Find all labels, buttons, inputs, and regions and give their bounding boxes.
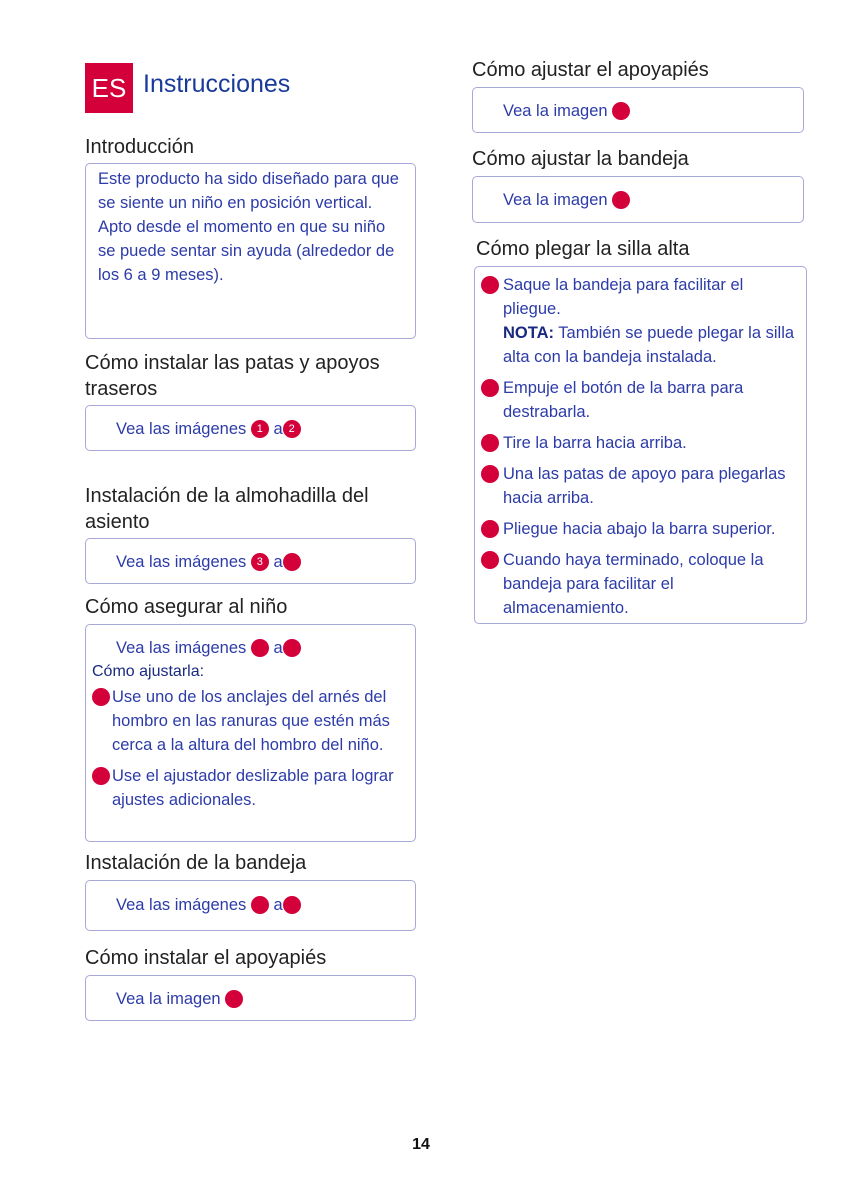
secure-ref-conj: a — [273, 639, 283, 657]
cushion-box — [85, 538, 416, 584]
step-number-icon — [481, 276, 499, 294]
fold-heading: Cómo plegar la silla alta — [476, 238, 690, 260]
list-item — [481, 517, 800, 541]
list-item — [481, 462, 800, 510]
step-number-icon — [283, 639, 301, 657]
list-item — [481, 431, 800, 455]
note-label: NOTA: — [503, 324, 555, 342]
list-item — [92, 685, 409, 757]
note-body: También se puede plegar la silla alta con la bandeja instalada. — [503, 324, 795, 366]
page-title: Instrucciones — [143, 70, 291, 98]
step-number-icon — [92, 688, 110, 706]
tray-install-ref — [116, 893, 415, 917]
secure-ref — [92, 636, 411, 660]
legs-heading: Cómo instalar las patas y apoyos traseros — [85, 352, 380, 400]
footrest-install-ref-text: Vea la imagen — [116, 990, 221, 1008]
tray-install-box — [85, 880, 416, 931]
tray-adjust-ref — [503, 188, 803, 212]
legs-box — [85, 405, 416, 451]
footrest-install-ref — [116, 987, 415, 1011]
cushion-ref — [116, 550, 415, 574]
cushion-ref-text: Vea las imágenes — [116, 553, 247, 571]
step-number-icon: 2 — [283, 420, 301, 438]
footrest-adjust-box — [472, 87, 804, 133]
tray-install-ref-conj: a — [273, 896, 283, 914]
step-number-icon — [612, 191, 630, 209]
cushion-ref-conj: a — [273, 553, 283, 571]
secure-ref-text: Vea las imágenes — [116, 639, 247, 657]
step-number-icon — [481, 434, 499, 452]
legs-ref-conj: a — [273, 420, 283, 438]
list-item — [481, 376, 800, 424]
step-number-icon — [225, 990, 243, 1008]
footrest-adjust-ref — [503, 99, 803, 123]
step-text: Una las patas de apoyo para plegarlas hacia arriba. — [503, 465, 786, 507]
secure-heading: Cómo asegurar al niño — [85, 596, 288, 618]
step-text: Empuje el botón de la barra para destrabarla. — [503, 379, 744, 421]
legs-ref — [116, 417, 415, 441]
step-number-icon — [481, 520, 499, 538]
tray-install-ref-text: Vea las imágenes — [116, 896, 247, 914]
intro-text: Este producto ha sido diseñado para que se siente un niño en posición vertical. Apto desde el momento en que su niño se puede sentar sin ayuda (alrededor de los 6 a 9 meses). — [98, 170, 399, 284]
intro-heading: Introducción — [85, 136, 194, 158]
footrest-adjust-ref-text: Vea la imagen — [503, 102, 608, 120]
step-number-icon — [481, 465, 499, 483]
step-number-icon: 3 — [251, 553, 269, 571]
step-number-icon — [481, 379, 499, 397]
list-item — [481, 273, 800, 369]
footrest-install-box — [85, 975, 416, 1021]
tray-adjust-heading: Cómo ajustar la bandeja — [472, 148, 689, 170]
step-text: Cuando haya terminado, coloque la bandeja para facilitar el almacenamiento. — [503, 551, 764, 617]
footrest-adjust-heading: Cómo ajustar el apoyapiés — [472, 59, 709, 81]
legs-ref-text: Vea las imágenes — [116, 420, 247, 438]
tray-install-heading: Instalación de la bandeja — [85, 852, 307, 874]
adjust-subheading: Cómo ajustarla: — [92, 663, 205, 680]
list-item — [92, 764, 411, 812]
footrest-install-heading: Cómo instalar el apoyapiés — [85, 947, 327, 969]
intro-box — [85, 163, 416, 339]
step-number-icon — [251, 639, 269, 657]
step-text: Tire la barra hacia arriba. — [503, 434, 687, 452]
page-number: 14 — [412, 1136, 430, 1153]
step-text: Use uno de los anclajes del arnés del hombro en las ranuras que estén más cerca a la altura del hombro del niño. — [112, 688, 390, 754]
tray-adjust-ref-text: Vea la imagen — [503, 191, 608, 209]
step-text: Saque la bandeja para facilitar el pliegue. — [503, 276, 744, 318]
tray-adjust-box — [472, 176, 804, 223]
secure-box — [85, 624, 416, 842]
note-text — [503, 321, 800, 369]
step-number-icon: 1 — [251, 420, 269, 438]
step-text: Pliegue hacia abajo la barra superior. — [503, 520, 776, 538]
step-number-icon — [251, 896, 269, 914]
step-number-icon — [283, 553, 301, 571]
fold-box — [474, 266, 807, 624]
cushion-heading: Instalación de la almohadilla del asiento — [85, 485, 369, 533]
step-text: Use el ajustador deslizable para lograr ajustes adicionales. — [112, 767, 394, 809]
language-badge: ES — [85, 63, 133, 113]
step-number-icon — [612, 102, 630, 120]
step-number-icon — [481, 551, 499, 569]
list-item — [481, 548, 800, 620]
step-number-icon — [283, 896, 301, 914]
step-number-icon — [92, 767, 110, 785]
